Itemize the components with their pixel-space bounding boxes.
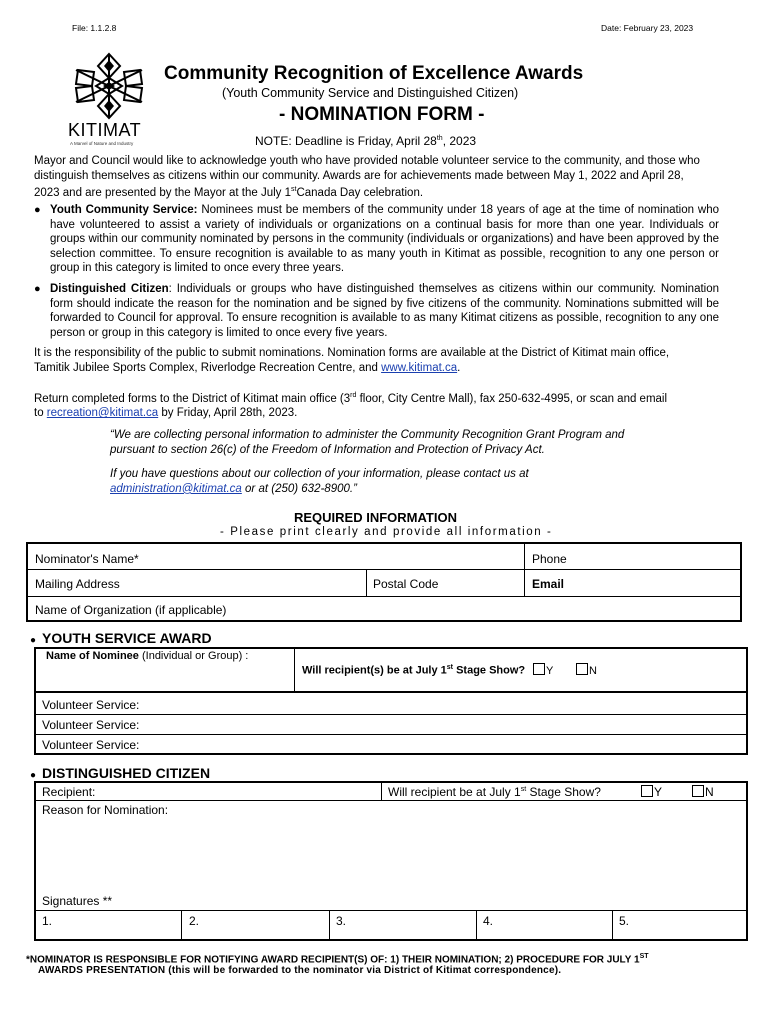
- sub-title: (Youth Community Service and Distinguished Citizen): [222, 86, 519, 100]
- volunteer-row-divider: [35, 734, 747, 735]
- volunteer-service-box: [34, 693, 748, 755]
- citizen-stage-no-checkbox[interactable]: N: [692, 785, 714, 799]
- main-title: Community Recognition of Excellence Awards: [164, 63, 584, 84]
- citizen-row-divider: [35, 800, 747, 801]
- youth-stage-show-question: Will recipient(s) be at July 1st Stage Show?: [302, 664, 526, 677]
- kitimat-logo: [66, 50, 152, 150]
- table-row-divider: [27, 569, 741, 570]
- checkbox-icon[interactable]: [641, 785, 653, 797]
- signature-field-5[interactable]: 5.: [619, 914, 630, 928]
- youth-stage-yes-checkbox[interactable]: Y: [533, 663, 553, 677]
- youth-stage-no-checkbox[interactable]: N: [576, 663, 597, 677]
- required-info-title: REQUIRED INFORMATION: [294, 510, 457, 525]
- recreation-email-link[interactable]: recreation@kitimat.ca: [46, 407, 159, 420]
- signatures-label: Signatures **: [42, 894, 113, 908]
- table-row-divider: [27, 596, 741, 597]
- phone-field[interactable]: Phone: [532, 552, 567, 566]
- organization-field[interactable]: Name of Organization (if applicable): [35, 603, 227, 617]
- volunteer-service-field-1[interactable]: Volunteer Service:: [42, 698, 140, 712]
- footer-note: *NOMINATOR IS RESPONSIBLE FOR NOTIFYING AWARD RECIPIENT(S) OF: 1) THEIR NOMINATION; 2) PROCEDURE FOR JULY 1ST AWARDS PRESENTATION (this will be forwarded to the nominator via District of Kitimat correspondence).: [26, 953, 649, 977]
- website-link[interactable]: www.kitimat.ca: [381, 361, 458, 374]
- reason-for-nomination-field[interactable]: Reason for Nomination:: [42, 803, 169, 817]
- signature-divider: [181, 911, 182, 940]
- nominee-name-field[interactable]: Name of Nominee (Individual or Group) :: [46, 650, 249, 662]
- youth-award-heading: ● YOUTH SERVICE AWARD: [30, 630, 212, 646]
- checkbox-icon[interactable]: [533, 663, 545, 675]
- form-title: - NOMINATION FORM -: [279, 104, 485, 125]
- signature-field-3[interactable]: 3.: [336, 914, 347, 928]
- volunteer-service-field-2[interactable]: Volunteer Service:: [42, 718, 140, 732]
- bullet-dot: ●: [34, 204, 41, 216]
- volunteer-service-field-3[interactable]: Volunteer Service:: [42, 738, 140, 752]
- distinguished-citizen-heading: ● DISTINGUISHED CITIZEN: [30, 765, 211, 781]
- citizen-col-divider: [381, 782, 382, 800]
- intro-paragraph: Mayor and Council would like to acknowledge youth who have provided notable volunteer service to the community, and those who distinguish themselves as citizens within our community. Awards are for achievements made between May 1, 2022 and April 28, 2023 and are presented by the Mayor at the July 1stCanada Day celebration.: [34, 155, 700, 200]
- postal-code-field[interactable]: Postal Code: [373, 577, 439, 591]
- table-col-divider: [524, 543, 525, 596]
- signature-field-4[interactable]: 4.: [483, 914, 494, 928]
- snowflake-icon: [66, 50, 152, 122]
- signature-divider: [476, 911, 477, 940]
- distinguished-citizen-description: Distinguished Citizen: Individuals or groups who have distinguished themselves as citizens within our community. Nomination form should indicate the reason for the nomination and be signed by five citizens of the community. Nominations submitted will be forwarded to Council for approval. To ensure recognition is available to as many Kitimat citizens as possible, recognition to any one person or group in this category is limited to once every five years.: [50, 283, 720, 339]
- checkbox-icon[interactable]: [692, 785, 704, 797]
- logo-wordmark: KITIMAT: [68, 120, 142, 140]
- table-col-divider: [366, 570, 367, 596]
- recipient-field[interactable]: Recipient:: [42, 785, 96, 799]
- citizen-stage-yes-checkbox[interactable]: Y: [641, 785, 662, 799]
- mailing-address-field[interactable]: Mailing Address: [35, 577, 120, 591]
- signature-divider: [329, 911, 330, 940]
- administration-email-link[interactable]: administration@kitimat.ca: [110, 482, 242, 495]
- youth-service-description: Youth Community Service: Nominees must be members of the community under 18 years of age at the time of nomination who have volunteered to assist a variety of individuals or organizations on a continual basis for more than one year. Individuals or groups within our community nominated by persons in the community (individuals or organizations) and have been approved by the selection committee. To ensure recognition is available to as many youth in Kitimat as possible, recognition to any one person or group in this category is limited to once every three years.: [50, 204, 719, 275]
- document-date: Date: February 23, 2023: [601, 23, 694, 33]
- required-info-subtitle: - Please print clearly and provide all information -: [220, 526, 553, 538]
- signature-field-2[interactable]: 2.: [189, 914, 200, 928]
- checkbox-icon[interactable]: [576, 663, 588, 675]
- signature-divider: [612, 911, 613, 940]
- bullet-dot: ●: [34, 283, 41, 295]
- public-paragraph: It is the responsibility of the public to submit nominations. Nomination forms are available at the District of Kitimat main office, Tamitik Jubilee Sports Complex, Riverlodge Recreation Centre, and www.kitimat.ca.: [34, 347, 670, 374]
- citizen-stage-show-question: Will recipient be at July 1st Stage Show?: [388, 785, 601, 799]
- deadline-note: NOTE: Deadline is Friday, April 28th, 2023: [255, 134, 477, 148]
- signature-row-divider: [35, 910, 747, 911]
- privacy-statement: “We are collecting personal information to administer the Community Recognition Grant Program and pursuant to section 26(c) of the Freedom of Information and Protection of Privacy Act. If you have questions about our collection of your information, please contact us at administration@kitimat.ca or at (250) 632-8900.”: [110, 429, 625, 495]
- nominee-divider: [294, 648, 295, 692]
- logo-tagline: A Marvel of Nature and Industry: [70, 141, 134, 146]
- signature-field-1[interactable]: 1.: [42, 914, 53, 928]
- email-field[interactable]: Email: [532, 577, 565, 591]
- nominator-name-field[interactable]: Nominator's Name*: [35, 552, 139, 566]
- volunteer-row-divider: [35, 714, 747, 715]
- file-number: File: 1.1.2.8: [72, 23, 117, 33]
- return-paragraph: Return completed forms to the District of Kitimat main office (3rd floor, City Centre Mall), fax 250-632-4995, or scan and email to recreation@kitimat.ca by Friday, April 28th, 2023.: [34, 392, 668, 420]
